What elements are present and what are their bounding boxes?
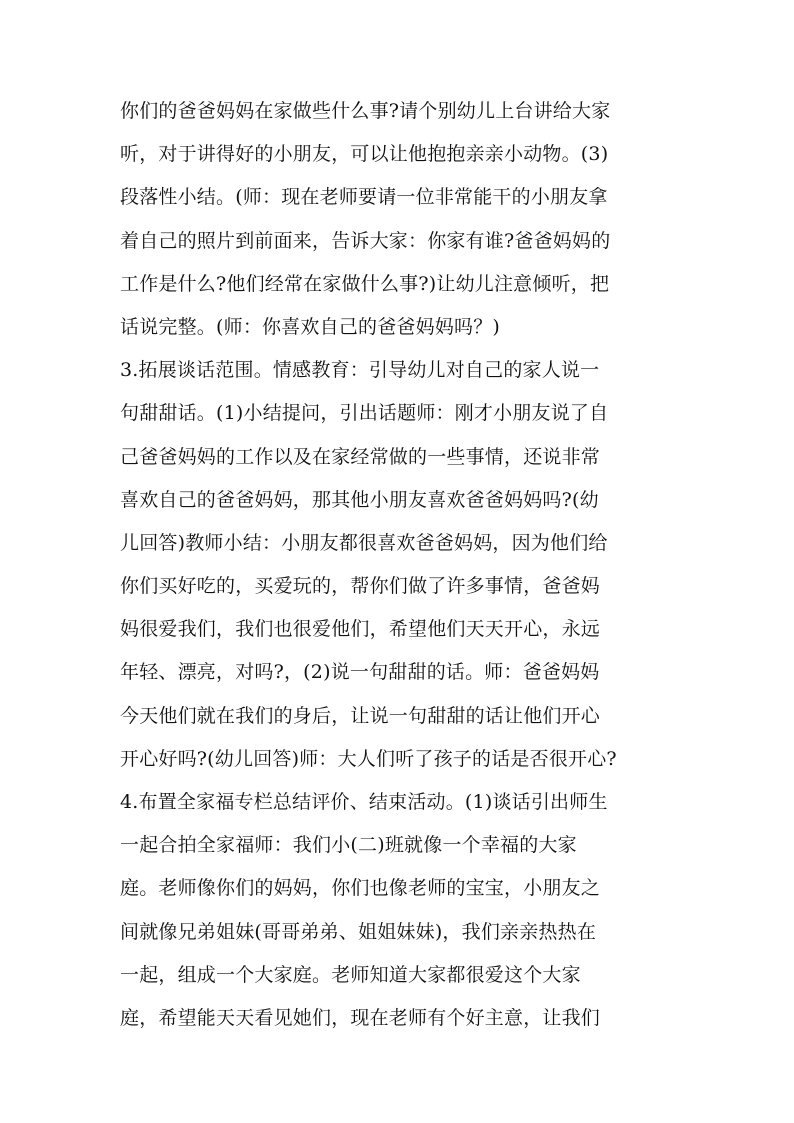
text-line: 庭，希望能天天看见她们，现在老师有个好主意，让我们 (120, 1006, 601, 1029)
text-line: 你们的爸爸妈妈在家做些什么事?请个别幼儿上台讲给大家 (120, 100, 611, 122)
text-line: 工作是什么?他们经常在家做什么事?)让幼儿注意倾听，把 (120, 272, 610, 295)
text-line: 今天他们就在我们的身后，让说一句甜甜的话让他们开心 (120, 704, 601, 727)
text-line: 间就像兄弟姐妹(哥哥弟弟、姐姐妹妹)，我们亲亲热热在 (120, 920, 597, 943)
text-line: 话说完整。(师：你喜欢自己的爸爸妈妈吗？) (120, 315, 501, 338)
text-line: 段落性小结。(师：现在老师要请一位非常能干的小朋友拿 (120, 186, 608, 209)
text-line: 喜欢自己的爸爸妈妈，那其他小朋友喜欢爸爸妈妈吗?(幼 (120, 488, 599, 511)
text-line: 一起合拍全家福师：我们小(二)班就像一个幸福的大家 (120, 834, 577, 857)
text-line: 一起，组成一个大家庭。老师知道大家都很爱这个大家 (120, 963, 581, 986)
text-line: 你们买好吃的，买爱玩的，帮你们做了许多事情，爸爸妈 (120, 575, 601, 598)
text-line: 庭。老师像你们的妈妈，你们也像老师的宝宝，小朋友之 (120, 877, 601, 900)
text-line: 句甜甜话。(1)小结提问，引出话题师：刚才小朋友说了自 (120, 402, 609, 425)
text-line: 3.拓展谈话范围。情感教育：引导幼儿对自己的家人说一 (120, 359, 600, 382)
text-line: 儿回答)教师小结：小朋友都很喜欢爸爸妈妈，因为他们给 (120, 531, 608, 554)
text-line: 妈很爱我们，我们也很爱他们，希望他们天天开心，永远 (120, 618, 601, 641)
text-line: 年轻、漂亮，对吗?，(2)说一句甜甜的话。师：爸爸妈妈 (120, 661, 600, 684)
body-text (120, 90, 690, 1040)
text-line: 着自己的照片到前面来，告诉大家：你家有谁?爸爸妈妈的 (120, 229, 611, 252)
text-line: 开心好吗?(幼儿回答)师：大人们听了孩子的话是否很开心? (120, 747, 617, 770)
text-line: 己爸爸妈妈的工作以及在家经常做的一些事情，还说非常 (120, 445, 601, 468)
text-line: 4.布置全家福专栏总结评价、结束活动。(1)谈话引出师生 (120, 791, 608, 813)
text-line: 听，对于讲得好的小朋友，可以让他抱抱亲亲小动物。(3) (120, 143, 609, 166)
